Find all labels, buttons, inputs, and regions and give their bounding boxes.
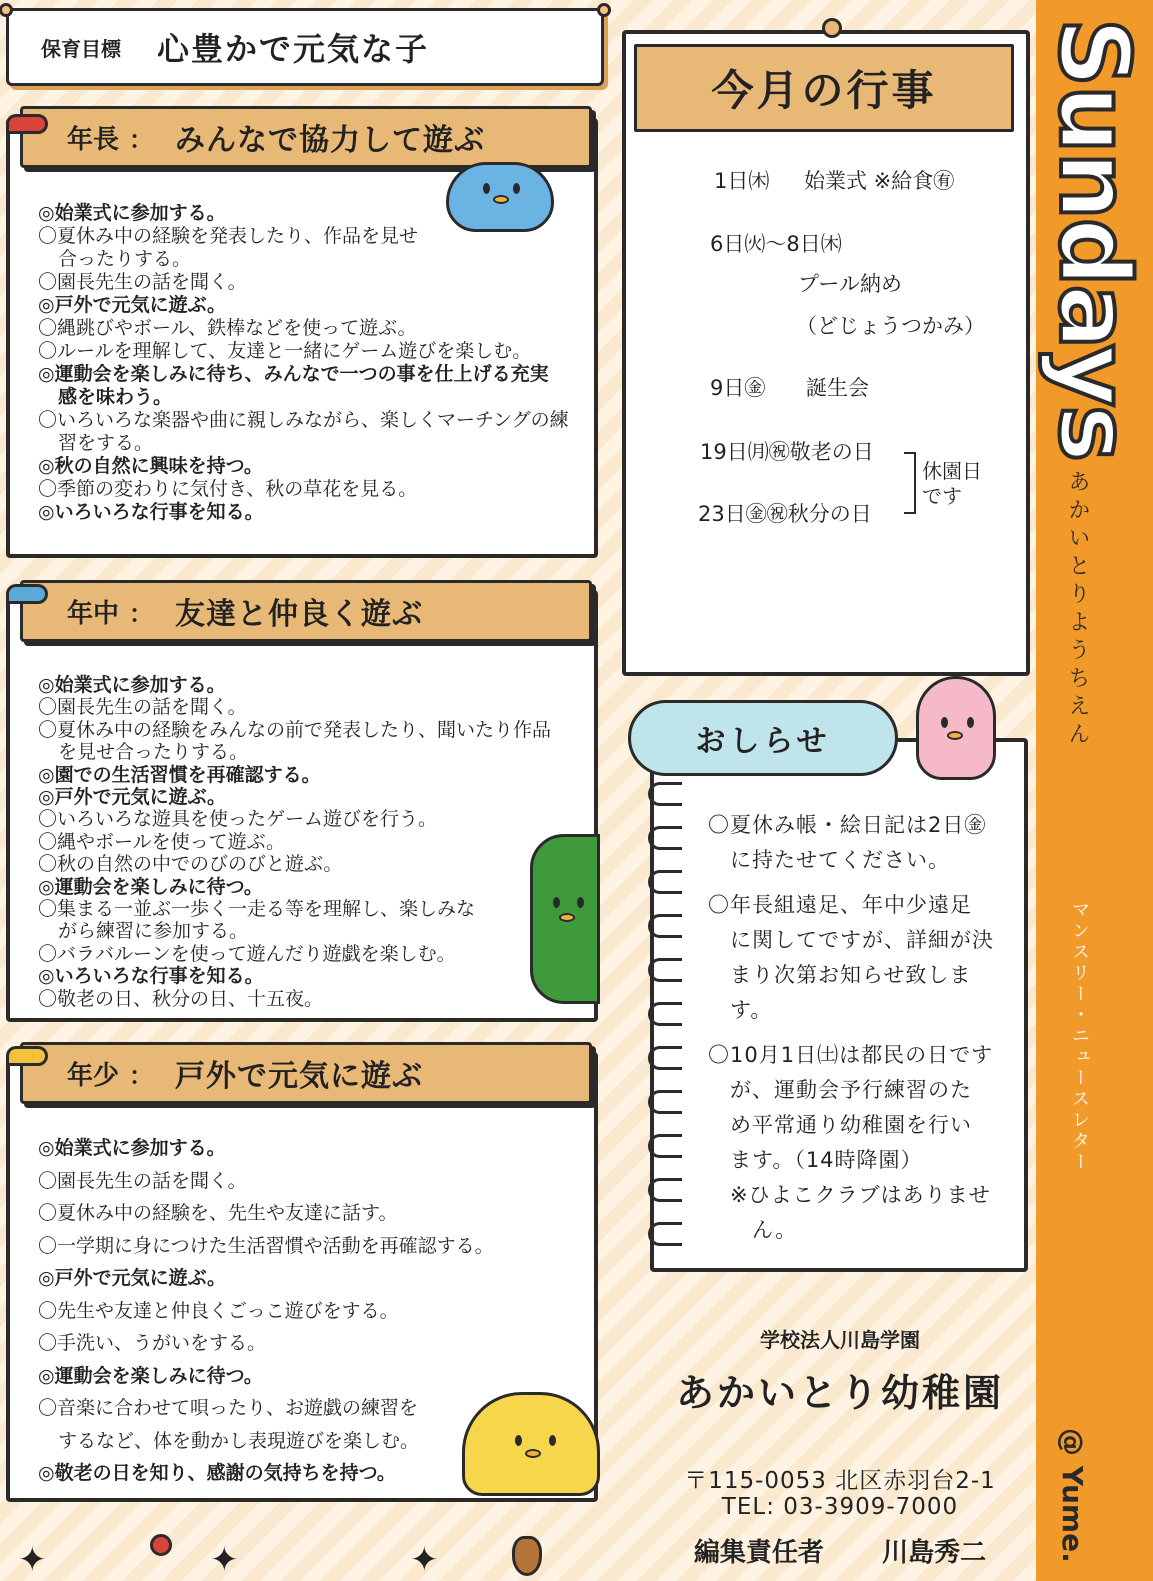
- notice-line: に関してですが、詳細が決: [708, 928, 994, 952]
- list-item: 〇いろいろな楽器や曲に親しみながら、楽しくマーチングの練 習をする。: [38, 409, 569, 454]
- pin-icon: [6, 584, 48, 604]
- green-chick-icon: [530, 834, 600, 1004]
- goal-banner: [6, 8, 604, 86]
- bracket: [904, 452, 916, 514]
- event-holiday: 23日㊎㊗秋分の日: [698, 502, 872, 526]
- list-item: 〇敬老の日、秋分の日、十五夜。: [38, 987, 324, 1010]
- holiday-note: 休園日: [922, 459, 982, 483]
- pushpin-icon: [822, 18, 842, 38]
- list-item: ◎始業式に参加する。: [38, 1137, 226, 1159]
- list-item: 〇ルールを理解して、友達と一緒にゲーム遊びを楽しむ。: [38, 340, 532, 362]
- list-item: 〇夏休み中の経験をみんなの前で発表したり、聞いたり作品 を見せ合ったりする。: [38, 718, 552, 764]
- list-item: ◎戸外で元気に遊ぶ。: [38, 294, 226, 316]
- list-item: 〇縄やボールを使って遊ぶ。: [38, 830, 286, 853]
- leaf-icon: ✦: [210, 1540, 239, 1580]
- panel-header: 年少 ： 戸外で元気に遊ぶ: [20, 1042, 592, 1104]
- notice-line: 〇10月1日㈯は都民の日です: [708, 1043, 994, 1067]
- list-item: ◎敬老の日を知り、感謝の気持ちを持つ。: [38, 1461, 396, 1484]
- list-item: 〇縄跳びやボール、鉄棒などを使って遊ぶ。: [38, 317, 417, 339]
- list-item: 〇園長先生の話を聞く。: [38, 696, 247, 719]
- notice-line: ん。: [708, 1218, 798, 1242]
- pink-chick-icon: [916, 676, 996, 780]
- list-item: 〇一学期に身につけた生活習慣や活動を再確認する。: [38, 1234, 494, 1257]
- panel-nencho: [6, 118, 598, 558]
- berry-icon: [150, 1534, 172, 1556]
- blue-chick-icon: [446, 162, 554, 232]
- class-theme: 戸外で元気に遊ぶ: [175, 1059, 424, 1094]
- telephone: TEL: 03-3909-7000: [721, 1494, 959, 1520]
- peg-icon: [597, 3, 611, 17]
- events-board: [622, 30, 1030, 676]
- class-name: 年長: [67, 124, 120, 155]
- list-item: 〇手洗い、うがいをする。: [38, 1332, 267, 1354]
- list-item: ◎始業式に参加する。: [38, 202, 226, 224]
- list-item: ◎運動会を楽しみに待つ。: [38, 1364, 263, 1387]
- list-item: 〇季節の変わりに気付き、秋の草花を見る。: [38, 478, 418, 500]
- list-item: ◎秋の自然に興味を持つ。: [38, 455, 263, 477]
- panel-header: 年長 ： みんなで協力して遊ぶ: [20, 106, 592, 168]
- goal-text: 心豊かで元気な子: [157, 30, 430, 68]
- holiday-note: です: [922, 484, 962, 508]
- corp-name: 学校法人川島学園: [760, 1328, 920, 1352]
- list-item: 〇夏休み中の経験を発表したり、作品を見せ 合ったりする。: [38, 225, 419, 270]
- notice-line: まり次第お知らせ致しま: [708, 963, 972, 987]
- panel-nenchu: [6, 590, 598, 1022]
- list-item: 〇園長先生の話を聞く。: [38, 271, 247, 293]
- leaf-icon: ✦: [410, 1540, 439, 1580]
- pin-icon: [6, 1046, 48, 1066]
- editor-name: 川島秀二: [882, 1538, 987, 1568]
- list-item: 〇音楽に合わせて唄ったり、お遊戯の練習を するなど、体を動かし表現遊びを楽しむ。: [38, 1397, 420, 1452]
- event-name: 誕生会: [806, 376, 869, 400]
- event-name: プール納め: [798, 272, 902, 296]
- notice-line: 〇年長組遠足、年中少遠足: [708, 893, 972, 917]
- pin-icon: [6, 114, 48, 134]
- class-theme: みんなで協力して遊ぶ: [175, 123, 486, 158]
- newsletter-subtitle: マンスリー・ニュースレター: [1069, 900, 1090, 1173]
- acorn-icon: [512, 1536, 542, 1576]
- editor-label: 編集責任者: [693, 1538, 824, 1568]
- class-name: 年少: [67, 1060, 120, 1091]
- notice-line: 〇夏休み帳・絵日記は2日㊎: [708, 813, 987, 837]
- leaf-icon: ✦: [18, 1540, 47, 1580]
- notice-line: す。: [708, 998, 773, 1022]
- list-item: 〇秋の自然の中でのびのびと遊ぶ。: [38, 853, 343, 876]
- notice-line: ※ひよこクラブはありませ: [708, 1183, 991, 1207]
- list-item: 〇集まる一並ぶ一歩く一走る等を理解し、楽しみな がら練習に参加する。: [38, 898, 476, 943]
- list-item: 〇バラバルーンを使って遊んだり遊戯を楽しむ。: [38, 942, 456, 965]
- list-item: ◎いろいろな行事を知る。: [38, 501, 264, 523]
- school-name: あかいとり幼稚園: [675, 1371, 1004, 1415]
- list-item: 〇夏休み中の経験を、先生や友達に話す。: [38, 1202, 398, 1224]
- school-kana: あかいとりようちえん: [1065, 470, 1090, 750]
- list-item: 〇先生や友達と仲良くごっこ遊びをする。: [38, 1299, 399, 1322]
- event-sub: （どじょうつかみ）: [796, 314, 985, 338]
- list-item: ◎始業式に参加する。: [38, 674, 226, 696]
- list-item: 〇いろいろな遊具を使ったゲーム遊びを行う。: [38, 808, 438, 831]
- class-theme: 友達と仲良く遊ぶ: [175, 597, 424, 632]
- goal-list: [10, 594, 594, 1010]
- editor: [650, 1532, 1030, 1569]
- list-item: ◎園での生活習慣を再確認する。: [38, 763, 321, 786]
- peg-icon: [0, 3, 13, 17]
- notice-list: [708, 808, 1018, 1248]
- panel-header: 年中 ： 友達と仲良く遊ぶ: [20, 580, 592, 642]
- event-date: 6日㈫～8日㈭: [710, 232, 842, 256]
- credit: @ Yume.: [1056, 1428, 1089, 1563]
- events-title: 今月の行事: [634, 44, 1014, 132]
- class-name: 年中: [67, 598, 120, 629]
- notice-line: に持たせてください。: [708, 848, 950, 872]
- notice-line: ます。（14時降園）: [708, 1148, 923, 1172]
- panel-nensho: [6, 1052, 598, 1502]
- list-item: ◎運動会を楽しみに待つ。: [38, 875, 263, 898]
- event-holiday: 19日㈪㊗敬老の日: [700, 440, 874, 464]
- notice-line: め平常通り幼稚園を行い: [708, 1113, 972, 1137]
- event-date: 9日㊎: [710, 376, 766, 400]
- notice-line: が、運動会予行練習のた: [708, 1078, 972, 1102]
- event-name: 始業式 ※給食㊒: [804, 169, 955, 193]
- brand-logo: Sundays: [1038, 18, 1150, 461]
- list-item: ◎戸外で元気に遊ぶ。: [38, 786, 226, 809]
- notice-title: おしらせ: [628, 700, 898, 776]
- list-item: ◎戸外で元気に遊ぶ。: [38, 1267, 226, 1289]
- list-item: ◎いろいろな行事を知る。: [38, 965, 264, 988]
- yellow-chick-icon: [462, 1392, 600, 1496]
- goal-label: 保育目標: [41, 36, 121, 61]
- list-item: 〇園長先生の話を聞く。: [38, 1169, 247, 1192]
- address: 〒115-0053 北区赤羽台2-1: [684, 1468, 996, 1494]
- list-item: ◎運動会を楽しみに待ち、みんなで一つの事を仕上げる充実 感を味わう。: [38, 363, 549, 408]
- event-date: 1日㈭: [714, 169, 770, 193]
